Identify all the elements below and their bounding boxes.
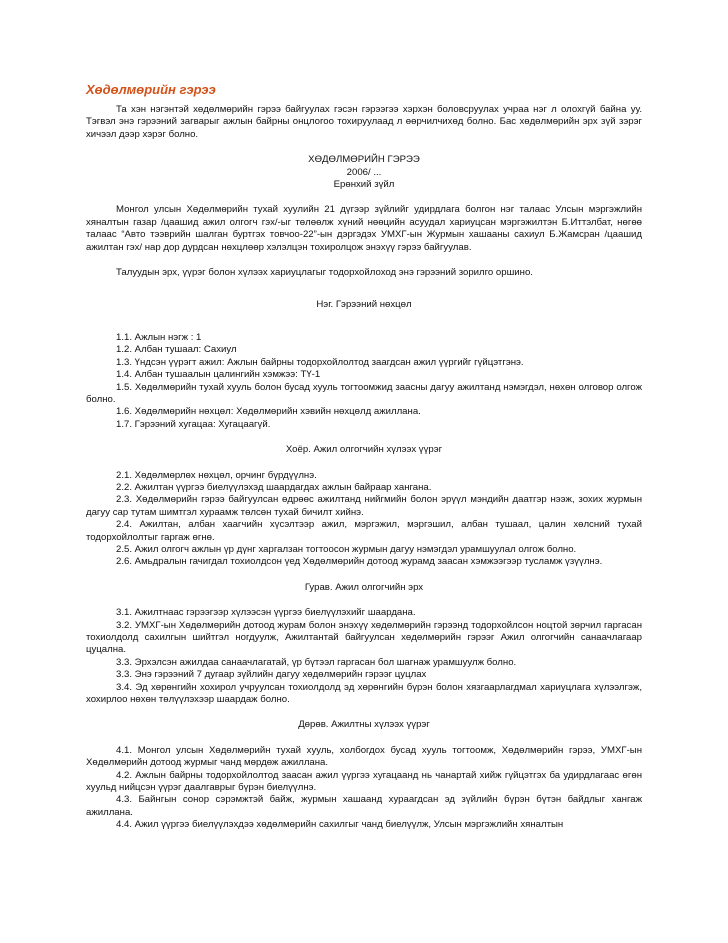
list-item: 4.3. Байнгын сонор сэрэмжтэй байж, журмын хашаанд хураагдсан эд зүйлийн бүрэн бүтэн байдлыг хангаж ажиллана. [86,794,642,818]
list-item: 2.5. Ажил олгогч ажлын үр дүнг харгалзан тогтоосон журмын дагуу нэмэгдэл урамшуулал олгож болно. [116,543,577,555]
purpose-paragraph: Талуудын эрх, үүрэг болон хүлээх хариуцлагыг тодорхойлоход энэ гэрээний зорилго оршино. [116,267,533,279]
section-title: Хоёр. Ажил олгогчийн хүлээх үүрэг [285,444,443,456]
list-item: 1.7. Гэрээний хугацаа: Хугацаагүй. [116,418,271,430]
list-item: 4.4. Ажил үүргээ биелүүлэхдээ хөдөлмөрийн сахилгыг чанд биелүүлж, Улсын мэргэжлийн хяналтын [116,819,564,831]
list-item: 1.4. Албан тушаалын цалингийн хэмжээ: ТҮ-1 [116,369,321,381]
list-item: 2.6. Амьдралын гачигдал тохиолдсон үед Хөдөлмөрийн дотоод журамд заасан хэмжээгээр тусламж үзүүлнэ. [116,556,603,568]
page-title: Хөдөлмөрийн гэрээ [86,82,216,97]
preamble-paragraph: Монгол улсын Хөдөлмөрийн тухай хуулийн 21 дүгээр зүйлийг удирдлага болгон нэг талаас Улсын мэргэжлийн хяналтын газар /цаашид ажил олгогч гэх/-ыг төлөөлж хүний нөөцийн асуудал хариуцсан мэргэжилтэн Б.Иттэлбат, нөгөө талаас “Авто тээврийн шалган буртгэх товчоо-22”-ын дэргэдэх УМХГ-ын Журмын хашааны сахиул Б.Жамсран /цаашид ажилтан гэх/ нар дор дурдсан нөхцлөөр хэлэлцэн тохиролцож энэхүү гэрээ байгуулав. [86,204,642,253]
list-item: 3.2. УМХГ-ын Хөдөлмөрийн дотоод журам болон энэхүү хөдөлмөрийн гэрээнд тодорхойлсон ноцтой зөрчил гаргасан тохиолдолд сахилгын шийтгэл ногдуулж, Ажилтантай байгуулсан хөдөлмөрийн гэрээг Ажил олгогчийн санаачлагаар цуцална. [86,619,642,656]
list-item: 4.1. Монгол улсын Хөдөлмөрийн тухай хууль, холбогдох бусад хууль тогтоомж, Хөдөлмөрийн гэрээ, УМХГ-ын Хөдөлмөрийн дотоод журмыг чанд мөрдөж ажиллана. [86,744,642,769]
contract-number: 2006/ ... [346,166,382,178]
list-item: 1.1. Ажлын нэгж : 1 [116,331,202,343]
list-item: 4.2. Ажлын байрны тодорхойлолтод заасан ажил үүргээ хугацаанд нь чанартай хийж гүйцэтгэх ба удирдлагаас өгөн хуульд нийцсэн үүрэг даалгаврыг бүрэн биелүүлнэ. [86,769,642,794]
list-item: 1.2. Албан тушаал: Сахиул [116,344,237,356]
document-page [86,82,642,832]
list-item: 1.5. Хөдөлмөрийн тухай хууль болон бусад хууль тогтоомжид заасны дагуу ажилтанд нэмэгдэл, нөхөн олговор олгож болно. [86,381,642,405]
list-item: 3.3. Эрхэлсэн ажилдаа санаачлагатай, үр бүтээл гаргасан бол шагнаж урамшуулж болно. [116,656,517,668]
list-item: 3.4. Эд хөрөнгийн хохирол учруулсан тохиолдолд эд хөрөнгийн бүрэн болон хязгаарлагдмал хариуцлага хүлээлгэж, хохирлоо нөхөн төлүүлэхээр шаардаж болно. [86,681,642,706]
list-item: 1.3. Үндсэн үүрэгт ажил: Ажлын байрны тодорхойлолтод заагдсан ажил үүргийг гүйцэтгэнэ. [116,356,524,368]
general-heading: Ерөнхий зүйл [333,179,395,191]
list-item: 3.1. Ажилтнаас гэрээгээр хүлээсэн үүргээ биелүүлэхийг шаардана. [116,607,416,619]
list-item: 1.6. Хөдөлмөрийн нөхцөл: Хөдөлмөрийн хэвийн нөхцөлд ажиллана. [116,406,421,418]
list-item: 2.3. Хөдөлмөрийн гэрээ байгуулсан өдрөөс ажилтанд нийгмийн болон эрүүл мэндийн даатгэр нээж, зохих журмын дагуу сар тутам шимтгэл хураамж төлсөн тухай бичилт хийнэ. [86,494,642,518]
section-title: Дөрөв. Ажилтны хүлээх үүрэг [298,719,430,731]
intro-paragraph: Та хэн нэгэнтэй хөдөлмөрийн гэрээ байгуулах гэсэн гэрээгээ хэрхэн боловсруулах учраа нэг л олохгүй байна уу. Тэгвэл энэ гэрээний загварыг ажлын байрны онцлогоо тохируулаад л өөрчилчихөд болно. Бас хөдөлмөрийн эрх зүй зэрэг хичээл дээр хэрэг болно. [86,104,642,140]
list-item: 3.3. Энэ гэрээний 7 дугаар зүйлийн дагуу хөдөлмөрийн гэрээг цуцлах [116,669,427,681]
list-item: 2.1. Хөдөлмөрлөх нөхцөл, орчинг бүрдүүлнэ. [116,469,317,481]
list-item: 2.4. Ажилтан, албан хаагчийн хүсэлтээр ажил, мэргэжил, мэргэшил, албан тушаал, цалин хөлсний тухай тодорхойлолтыг гаргаж өгнө. [86,519,642,543]
list-item: 2.2. Ажилтан үүргээ биелүүлэхэд шаардагдах ажлын байраар хангана. [116,481,432,493]
contract-heading: ХӨДӨЛМӨРИЙН ГЭРЭЭ [308,154,420,166]
section-title: Гурав. Ажил олгогчийн эрх [304,581,424,593]
section-title: Нэг. Гэрээний нөхцөл [316,299,412,311]
